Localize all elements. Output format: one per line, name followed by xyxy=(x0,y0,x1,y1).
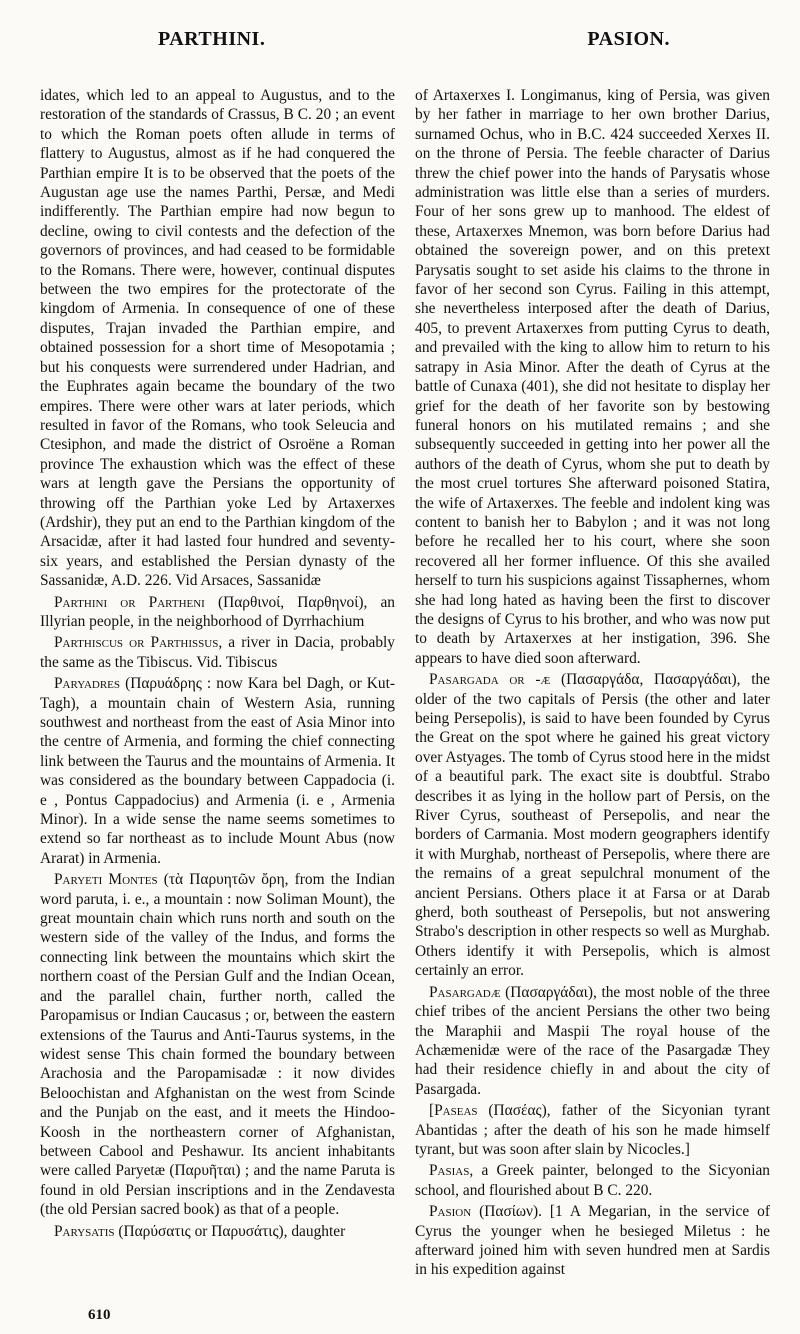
dictionary-entry xyxy=(415,983,770,1099)
continued-paragraph xyxy=(415,86,770,668)
entry-headword: Pasargadæ xyxy=(429,983,501,1001)
text-columns xyxy=(40,86,770,1291)
entry-text: (Πασαργάδα, Πασαργάδαι), the older of the two capitals of Persis (the other and later being Persepolis), is said to have been founded by Cyrus the Great on the spot where he gained his great victory over Astyages. The tomb of Cyrus stood here in the midst of a beautiful park. The exact site is doubtful. Strabo describes it as lying in the hollow part of Persis, on the River Cyrus, southeast of Persepolis, and near the borders of Carmania. Most modern geographers identify it with Murghab, northeast of Persepolis, where there are the remains of a great sepulchral monument of the ancient Persians. Others place it at Farsa or at Darab gherd, both southeast of Persepolis, but not answering Strabo's description in other respects so well as Murghab. Others identify it with Persepolis, which is almost certainly an error. xyxy=(415,671,770,980)
entry-headword: Paryeti Montes xyxy=(54,871,158,889)
entry-text: (Πασέας), father of the Sicyonian tyrant Abantidas ; after the death of his son he made himself tyrant, but was soon after slain by Nicocles.] xyxy=(415,1102,770,1158)
dictionary-entry xyxy=(40,870,395,1219)
entry-headword: Parthini or Partheni xyxy=(54,593,205,611)
entry-headword: Pasargada or -æ xyxy=(429,671,551,689)
running-head-right: PASION. xyxy=(587,28,670,50)
dictionary-entry xyxy=(40,674,395,868)
entry-text: (Πασίων). [1 A Megarian, in the service of Cyrus the younger when he besieged Miletus : he afterward joined him with seven hundred men at Sardis in his expedition against xyxy=(415,1203,770,1279)
entry-headword: Parthiscus or Parthissus xyxy=(54,634,219,652)
left-column xyxy=(40,86,395,1291)
dictionary-entry xyxy=(40,1222,395,1241)
entry-text: (Παρθινοί, Παρθηνοί), an Illyrian people, in the neighborhood of Dyrrhachium xyxy=(40,593,395,630)
dictionary-entry xyxy=(40,633,395,672)
dictionary-entry xyxy=(415,1161,770,1200)
dictionary-entry xyxy=(415,670,770,981)
entry-headword: Pasias xyxy=(429,1162,470,1180)
entry-text: (τὰ Παρυητῶν ὄρη, from the Indian word paruta, i. e., a mountain : now Soliman Mount), the great mountain chain which runs north and south on the western side of the valley of the Indus, and forms the connecting link between the mountains which skirt the northern coast of the Persian Gulf and the Indian Ocean, and the parallel chain, further north, called the Paropamisus or Indian Caucasus ; or, between the eastern extensions of the Taurus and Anti-Taurus systems, in the widest sense This chain formed the boundary between Arachosia and the Paropamisadæ : it now divides Beloochistan and Afghanistan on the west from Scinde and the Punjab on the east, and it meets the Hindoo-Koosh in the northeastern corner of Afghanistan, between Cabool and Peshawur. Its ancient inhabitants were called Paryetæ (Παρυῆται) ; and the name Paruta is found in old Persian inscriptions and in the Zendavesta (the old Persian sacred book) as that of a people. xyxy=(40,871,395,1219)
entry-text: , a Greek painter, belonged to the Sicyonian school, and flourished about B C. 220. xyxy=(415,1162,770,1199)
entry-text: (Παρύσατις or Παρυσάτις), daughter xyxy=(114,1222,346,1240)
entry-text: of Artaxerxes I. Longimanus, king of Persia, was given by her father in marriage to her own brother Darius, surnamed Ochus, who in B.C. 424 succeeded Xerxes II. on the throne of Persia. The feeble character of Darius threw the chief power into the hands of Parysatis whose administration was little else than a series of murders. Four of her sons grew up to manhood. The eldest of these, Artaxerxes Mnemon, was born before Darius had obtained the sovereign power, and on this pretext Parysatis sought to set aside his claims to the throne in favor of her second son Cyrus. Failing in this attempt, she nevertheless interposed after the death of Darius, 405, to prevent Artaxerxes from putting Cyrus to death, and prevailed with the king to allow him to return to his satrapy in Asia Minor. After the death of Cyrus at the battle of Cunaxa (401), she did not hesitate to display her grief for the death of her favorite son by bestowing funeral honors on his mutilated remains ; and she subsequently succeeded in getting into her power all the authors of the death of Cyrus, whom she put to death by the most cruel tortures She afterward poisoned Statira, the wife of Artaxerxes. The feeble and indolent king was content to banish her to Babylon ; and it was not long before he recalled her to his court, where she soon recovered all her former influence. Of this she availed herself to turn his suspicions against Tissaphernes, whom she had long hated as having been the first to discover the designs of Cyrus to his brother, and who was now put to death by Artaxerxes at her instigation, 396. She appears to have died soon afterward. xyxy=(415,87,770,667)
continued-paragraph xyxy=(40,86,395,591)
entry-text: idates, which led to an appeal to Augustus, and to the restoration of the standards of Crassus, B C. 20 ; an event to which the Roman poets often allude in terms of flattery to Augustus, almost as if he had conquered the Parthian empire It is to be observed that the poets of the Augustan age use the names Parthi, Persæ, and Medi indifferently. The Parthian empire had now begun to decline, owing to civil contests and the defection of the governors of provinces, and had ceased to be formidable to the Romans. There were, however, continual disputes between the two empires for the protectorate of the kingdom of Armenia. In consequence of one of these disputes, Trajan invaded the Parthian empire, and obtained possession for a short time of Mesopotamia ; but his conquests were surrendered under Hadrian, and the Euphrates again became the boundary of the two empires. There were other wars at later periods, which resulted in favor of the Romans, who took Seleucia and Ctesiphon, and made the district of Osroëne a Roman province The exhaustion which was the effect of these wars at length gave the Persians the opportunity of throwing off the Parthian yoke Led by Artaxerxes (Ardshir), they put an end to the Parthian kingdom of the Arsacidæ, after it had lasted four hundred and seventy-six years, and established the Persian dynasty of the Sassanidæ, A.D. 226. Vid Arsaces, Sassanidæ xyxy=(40,87,395,590)
entry-headword: Paryadres xyxy=(54,675,121,693)
entry-headword: Parysatis xyxy=(54,1222,115,1240)
right-column xyxy=(415,86,770,1291)
dictionary-entry xyxy=(40,593,395,632)
entry-text: , a river in Dacia, probably the same as the Tibiscus. Vid. Tibiscus xyxy=(40,634,395,671)
page-number: 610 xyxy=(88,1307,111,1323)
entry-headword: Pasion xyxy=(429,1203,472,1221)
running-head-left: PARTHINI. xyxy=(158,28,266,50)
entry-text: (Πασαργάδαι), the most noble of the three chief tribes of the ancient Persians the other two being the Maraphii and Maspii The royal house of the Achæmenidæ were of the race of the Pasargadæ They had their residence chiefly in and about the city of Pasargada. xyxy=(415,983,770,1098)
dictionary-entry xyxy=(415,1202,770,1280)
entry-headword: [Paseas xyxy=(429,1102,478,1120)
entry-text: (Παρυάδρης : now Kara bel Dagh, or Kut-Tagh), a mountain chain of Western Asia, running southwest and northeast from the east of Asia Minor into the centre of Armenia, and forming the chief connecting link between the Taurus and the mountains of Armenia. It was considered as the boundary between Cappadocia (i. e , Pontus Cappadocius) and Armenia (i. e , Armenia Minor). In a wide sense the name seems sometimes to extend so far northeast as to include Mount Abus (now Ararat) in Armenia. xyxy=(40,675,395,867)
dictionary-entry xyxy=(415,1101,770,1159)
running-head xyxy=(40,28,770,86)
